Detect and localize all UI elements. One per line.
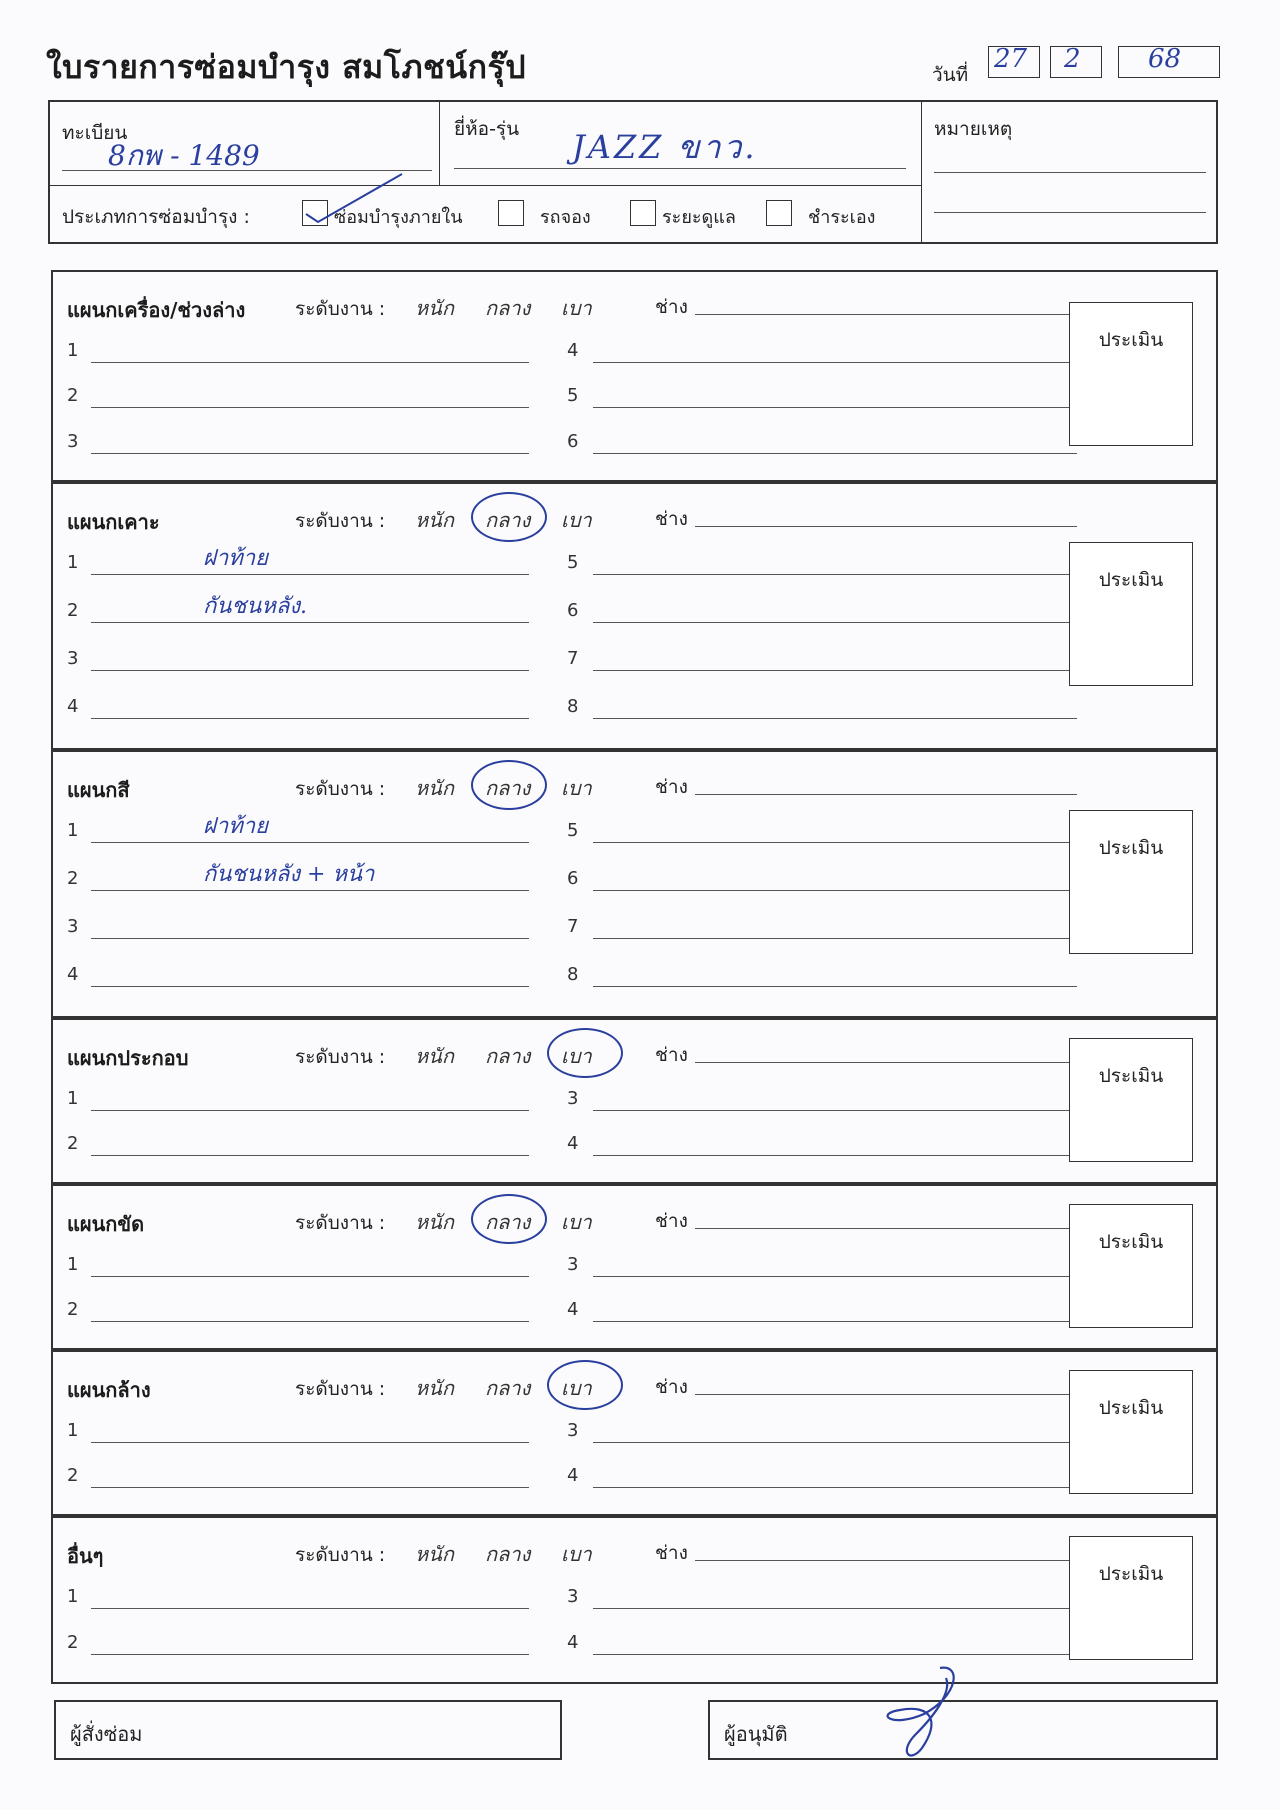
level-circle-mark (471, 1194, 547, 1244)
item-number: 2 (67, 1133, 79, 1154)
item-line[interactable] (593, 890, 1077, 891)
item-number: 3 (567, 1420, 579, 1441)
dept-section (51, 1018, 1218, 1184)
level-option[interactable]: กลาง (485, 1376, 531, 1400)
item-line[interactable] (593, 986, 1077, 987)
plate-label: ทะเบียน (62, 122, 128, 144)
dept-name: อื่นๆ (67, 1544, 104, 1568)
dept-name: แผนกขัด (67, 1212, 145, 1236)
level-option[interactable]: กลาง (485, 1210, 531, 1234)
evaluation-label: ประเมิน (1098, 329, 1164, 351)
remark-cell (922, 102, 1218, 244)
evaluation-box[interactable] (1069, 1370, 1193, 1494)
technician-label: ช่าง (655, 776, 688, 798)
evaluation-label: ประเมิน (1098, 837, 1164, 859)
item-number: 4 (567, 1632, 579, 1653)
type-label-reserved: รถจอง (540, 207, 591, 228)
technician-line[interactable] (695, 1228, 1077, 1229)
dept-name: แผนกเคาะ (67, 510, 160, 534)
level-option[interactable]: กลาง (485, 1542, 531, 1566)
item-number: 1 (67, 1254, 79, 1275)
item-line[interactable] (593, 1442, 1077, 1443)
item-line[interactable] (593, 718, 1077, 719)
evaluation-box[interactable] (1069, 810, 1193, 954)
checkbox-reserved[interactable] (498, 200, 524, 226)
item-number: 2 (67, 868, 79, 889)
technician-line[interactable] (695, 526, 1077, 527)
level-circle-mark (471, 492, 547, 542)
item-number: 6 (567, 430, 579, 452)
level-option[interactable]: หนัก (415, 296, 454, 320)
level-option[interactable]: หนัก (415, 508, 454, 532)
item-line[interactable] (593, 670, 1077, 671)
item-line[interactable] (593, 1608, 1077, 1609)
item-number: 3 (567, 1254, 579, 1275)
level-option[interactable]: เบา (561, 1376, 592, 1400)
level-label: ระดับงาน : (295, 510, 386, 532)
item-number: 6 (567, 868, 579, 889)
date-label: วันที่ (932, 64, 969, 86)
approver-box[interactable] (708, 1700, 1218, 1760)
technician-label: ช่าง (655, 1376, 688, 1398)
item-entry[interactable]: กันชนหลัง. (203, 594, 308, 619)
item-number: 4 (567, 1465, 579, 1486)
item-line[interactable] (91, 622, 529, 623)
level-option[interactable]: กลาง (485, 776, 531, 800)
item-number: 4 (67, 964, 79, 985)
level-option[interactable]: เบา (561, 1210, 592, 1234)
level-label: ระดับงาน : (295, 1544, 386, 1566)
level-label: ระดับงาน : (295, 778, 386, 800)
type-label-self-pay: ชำระเอง (808, 207, 876, 228)
approver-label: ผู้อนุมัติ (724, 1722, 788, 1746)
level-label: ระดับงาน : (295, 1046, 386, 1068)
evaluation-box[interactable] (1069, 1204, 1193, 1328)
dept-name: แผนกล้าง (67, 1378, 151, 1402)
item-number: 3 (67, 430, 79, 452)
evaluation-label: ประเมิน (1098, 569, 1164, 591)
item-entry[interactable]: ฝาท้าย (203, 814, 268, 839)
item-line[interactable] (91, 1321, 529, 1322)
type-label-internal: ซ่อมบำรุงภายใน (334, 207, 463, 228)
item-number: 4 (567, 1133, 579, 1154)
form-title: ใบรายการซ่อมบำรุง สมโภชน์กรุ๊ป (46, 48, 527, 86)
item-number: 1 (67, 1420, 79, 1441)
type-label-care-period: ระยะดูแล (662, 207, 736, 228)
item-number: 3 (567, 1088, 579, 1109)
remark-line-2[interactable] (934, 212, 1206, 213)
item-number: 3 (567, 1586, 579, 1607)
plate-value[interactable]: 8กพ - 1489 (108, 139, 260, 172)
item-number: 5 (567, 552, 579, 573)
level-option[interactable]: กลาง (485, 296, 531, 320)
item-line[interactable] (593, 1110, 1077, 1111)
item-number: 1 (67, 820, 79, 841)
evaluation-box[interactable] (1069, 302, 1193, 446)
item-number: 2 (67, 1632, 79, 1653)
item-number: 4 (567, 1299, 579, 1320)
item-line[interactable] (91, 1155, 529, 1156)
level-label: ระดับงาน : (295, 1212, 386, 1234)
level-option[interactable]: เบา (561, 508, 592, 532)
requester-box[interactable] (54, 1700, 562, 1760)
evaluation-box[interactable] (1069, 542, 1193, 686)
checkbox-self-pay[interactable] (766, 200, 792, 226)
checkbox-care-period[interactable] (630, 200, 656, 226)
level-option[interactable]: หนัก (415, 1210, 454, 1234)
item-number: 7 (567, 648, 579, 669)
item-number: 2 (67, 1465, 79, 1486)
technician-line[interactable] (695, 794, 1077, 795)
item-line[interactable] (91, 986, 529, 987)
item-line[interactable] (91, 842, 529, 843)
item-line[interactable] (593, 1155, 1077, 1156)
level-option[interactable]: หนัก (415, 1044, 454, 1068)
item-line[interactable] (91, 362, 529, 363)
item-line[interactable] (91, 1276, 529, 1277)
item-line[interactable] (91, 1608, 529, 1609)
item-line[interactable] (91, 407, 529, 408)
repair-type-label: ประเภทการซ่อมบำรุง : (62, 206, 250, 228)
item-number: 4 (567, 340, 579, 361)
item-number: 5 (567, 820, 579, 841)
dept-section (51, 1184, 1218, 1350)
item-line[interactable] (593, 453, 1077, 454)
dept-name: แผนกเครื่อง/ช่วงล่าง (67, 298, 246, 322)
date-day-value: 27 (994, 44, 1028, 74)
item-line[interactable] (593, 622, 1077, 623)
technician-line[interactable] (695, 1062, 1077, 1063)
item-line[interactable] (91, 1110, 529, 1111)
level-circle-mark (547, 1360, 623, 1410)
vehicle-info-block (48, 100, 1218, 244)
technician-line[interactable] (695, 314, 1077, 315)
technician-label: ช่าง (655, 296, 688, 318)
technician-label: ช่าง (655, 1210, 688, 1232)
item-number: 1 (67, 1088, 79, 1109)
item-number: 1 (67, 340, 79, 361)
item-number: 8 (567, 964, 579, 985)
model-cell (440, 102, 922, 186)
dept-section (51, 270, 1218, 482)
item-line[interactable] (593, 842, 1077, 843)
item-line[interactable] (593, 574, 1077, 575)
level-option[interactable]: เบา (561, 1044, 592, 1068)
item-line[interactable] (91, 1442, 529, 1443)
evaluation-label: ประเมิน (1098, 1563, 1164, 1585)
item-number: 1 (67, 552, 79, 573)
dept-section (51, 1516, 1218, 1684)
evaluation-label: ประเมิน (1098, 1231, 1164, 1253)
item-number: 4 (67, 696, 79, 717)
dept-section (51, 750, 1218, 1018)
technician-label: ช่าง (655, 1044, 688, 1066)
item-line[interactable] (91, 1487, 529, 1488)
item-number: 3 (67, 916, 79, 937)
level-option[interactable]: หนัก (415, 1376, 454, 1400)
item-number: 2 (67, 385, 79, 407)
model-underline (454, 168, 906, 169)
dept-name: แผนกสี (67, 778, 130, 802)
level-option[interactable]: เบา (561, 1542, 592, 1566)
level-label: ระดับงาน : (295, 1378, 386, 1400)
date-month-value: 2 (1064, 44, 1081, 74)
item-entry[interactable]: กันชนหลัง + หน้า (203, 862, 375, 887)
level-option[interactable]: หนัก (415, 776, 454, 800)
item-line[interactable] (91, 574, 529, 575)
date-year-value: 68 (1148, 44, 1182, 74)
item-number: 6 (567, 600, 579, 621)
item-line[interactable] (593, 1276, 1077, 1277)
item-line[interactable] (593, 938, 1077, 939)
evaluation-label: ประเมิน (1098, 1397, 1164, 1419)
item-entry[interactable]: ฝาท้าย (203, 546, 268, 571)
remark-line-1[interactable] (934, 172, 1206, 173)
model-label: ยี่ห้อ-รุ่น (454, 118, 520, 140)
level-option[interactable]: กลาง (485, 1044, 531, 1068)
level-circle-mark (471, 760, 547, 810)
level-option[interactable]: กลาง (485, 508, 531, 532)
approver-signature (870, 1662, 990, 1772)
item-line[interactable] (91, 453, 529, 454)
evaluation-box[interactable] (1069, 1038, 1193, 1162)
item-number: 5 (567, 385, 579, 407)
level-label: ระดับงาน : (295, 298, 386, 320)
technician-label: ช่าง (655, 508, 688, 530)
requester-label: ผู้สั่งซ่อม (70, 1722, 143, 1746)
level-circle-mark (547, 1028, 623, 1078)
item-line[interactable] (91, 670, 529, 671)
technician-line[interactable] (695, 1560, 1077, 1561)
level-option[interactable]: หนัก (415, 1542, 454, 1566)
item-number: 7 (567, 916, 579, 937)
level-option[interactable]: เบา (561, 776, 592, 800)
model-value[interactable]: JAZZ ขาว. (572, 128, 758, 166)
item-line[interactable] (91, 718, 529, 719)
item-number: 3 (67, 648, 79, 669)
dept-section (51, 1350, 1218, 1516)
evaluation-label: ประเมิน (1098, 1065, 1164, 1087)
item-line[interactable] (91, 938, 529, 939)
dept-name: แผนกประกอบ (67, 1046, 189, 1070)
item-line[interactable] (593, 407, 1077, 408)
item-number: 8 (567, 696, 579, 717)
technician-line[interactable] (695, 1394, 1077, 1395)
repair-type-row (50, 186, 922, 244)
item-number: 1 (67, 1586, 79, 1607)
dept-section (51, 482, 1218, 750)
technician-label: ช่าง (655, 1542, 688, 1564)
item-line[interactable] (593, 1321, 1077, 1322)
item-line[interactable] (91, 1654, 529, 1655)
remark-label: หมายเหตุ (934, 118, 1013, 140)
item-number: 2 (67, 600, 79, 621)
evaluation-box[interactable] (1069, 1536, 1193, 1660)
level-option[interactable]: เบา (561, 296, 592, 320)
item-line[interactable] (593, 1487, 1077, 1488)
item-line[interactable] (593, 362, 1077, 363)
item-number: 2 (67, 1299, 79, 1320)
item-line[interactable] (593, 1654, 1077, 1655)
